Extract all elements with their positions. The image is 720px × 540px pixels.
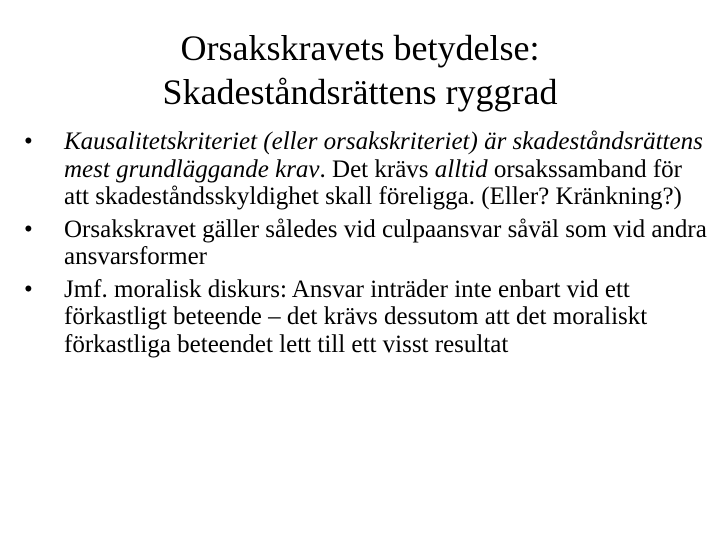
bullet-marker: •: [24, 275, 33, 303]
bullet-item-moral-discourse: [22, 276, 712, 359]
bullet-item-liability-forms: [22, 216, 712, 271]
bullet-1-italic-word: alltid: [434, 155, 488, 183]
slide-title-line-1: Orsakskravets betydelse:: [180, 28, 540, 68]
bullet-marker: •: [24, 128, 33, 155]
bullet-1-text-b: orsakssamband för att skadeståndsskyldighet skall föreligga. (Eller? Kränkning?): [64, 155, 682, 210]
bullet-item-causality: [22, 128, 712, 211]
slide-title: [0, 26, 720, 114]
bullet-marker: •: [24, 215, 33, 243]
bullet-3-text: Jmf. moralisk diskurs: Ansvar inträder inte enbart vid ett förkastligt beteende – det krävs dessutom att det moraliskt förkastliga beteendet lett till ett visst resultat: [64, 275, 648, 358]
slide-title-line-2: Skadeståndsrättens ryggrad: [162, 72, 558, 112]
bullet-2-text: Orsakskravet gäller således vid culpaansvar såväl som vid andra ansvarsformer: [64, 215, 707, 270]
bullet-1-text-a: . Det krävs: [319, 155, 435, 183]
bullet-1-italic-text: Kausalitetskriteriet (eller orsakskriteriet) är skadeståndsrättens mest grundläggande krav: [64, 128, 703, 183]
bullet-list: [22, 128, 712, 363]
